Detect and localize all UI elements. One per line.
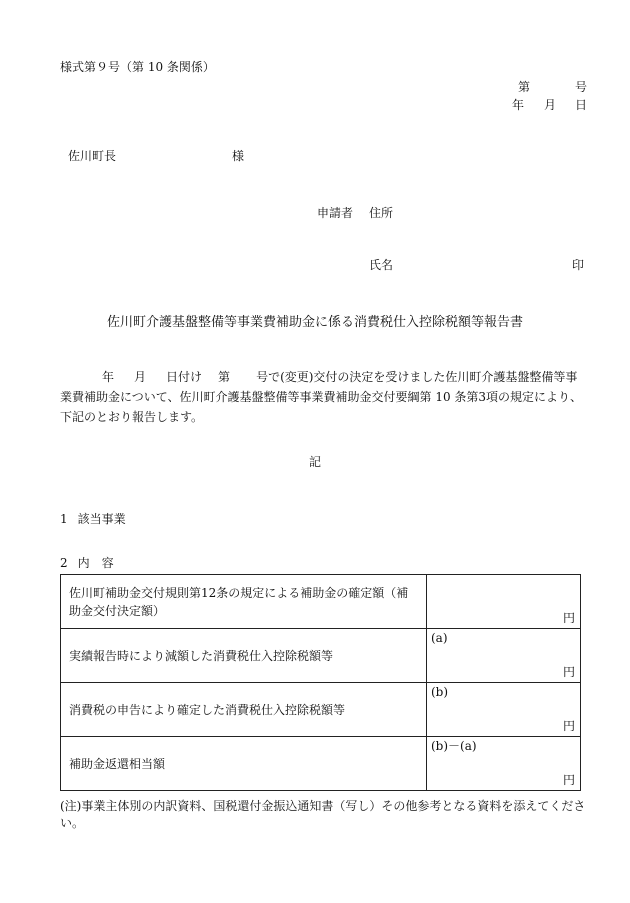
applicant-name-label: 氏名 [369,258,394,272]
applicant-address-label: 住所 [369,206,394,220]
applicant-role: 申請者 [317,206,354,220]
table-row [61,629,581,683]
amount-tag: (a) [431,631,448,645]
seal-mark: 印 [572,258,585,272]
date-year: 年 [512,98,525,112]
footnote: (注)事業主体別の内訳資料、国税還付金振込通知書（写し）その他参考となる資料を添えてください。 [60,799,586,830]
date-month: 月 [544,98,557,112]
section1-heading [60,512,126,526]
body-date-day: 日付け [166,370,203,384]
table-row [61,575,581,629]
body-number-prefix: 第 [218,370,231,384]
row-label: 補助金返還相当額 [69,756,166,771]
amount-field[interactable] [427,629,581,683]
row-label: 実績報告時により減額した消費税仕入控除税額等 [69,648,334,663]
row-label-cell [61,683,427,737]
section2-number: 2 [60,556,68,570]
table-row [61,737,581,791]
row-label: 消費税の申告により確定した消費税仕入控除税額等 [69,702,346,717]
section1-title: 該当事業 [77,512,126,526]
yen-unit: 円 [562,773,575,787]
form-number: 様式第９号（第 10 条関係） [60,60,215,74]
amount-field[interactable] [427,575,581,629]
date-day: 日 [575,98,588,112]
amount-tag: (b)－(a) [431,739,477,753]
body-paragraph [60,367,586,427]
yen-unit: 円 [562,719,575,733]
section1-number: 1 [60,512,68,526]
doc-number-prefix: 第 [518,80,531,94]
body-date-month: 月 [134,370,147,384]
row-label-cell [61,629,427,683]
amount-field[interactable] [427,737,581,791]
amount-tag: (b) [431,685,449,699]
table-row [61,683,581,737]
addressee-honorific: 様 [232,149,245,163]
yen-unit: 円 [562,665,575,679]
body-text: 号で(変更)交付の決定を受けました佐川町介護基盤整備等事業費補助金について、佐川町介護基盤整備等事業費補助金交付要綱第 10 条第3項の規定により、下記のとおり報告します。 [60,370,583,424]
row-label: 佐川町補助金交付規則第12条の規定による補助金の確定額（補助金交付決定額） [69,585,409,618]
section2-title: 内 容 [77,556,114,570]
section2-heading [60,556,114,570]
document-title: 佐川町介護基盤整備等事業費補助金に係る消費税仕入控除税額等報告書 [106,315,523,330]
row-label-cell [61,575,427,629]
row-label-cell [61,737,427,791]
doc-number-suffix: 号 [575,80,588,94]
yen-unit: 円 [562,611,575,625]
body-date-year: 年 [102,370,115,384]
ki-heading: 記 [308,455,321,469]
amount-field[interactable] [427,683,581,737]
report-table [60,574,581,791]
addressee-name: 佐川町長 [68,149,117,163]
